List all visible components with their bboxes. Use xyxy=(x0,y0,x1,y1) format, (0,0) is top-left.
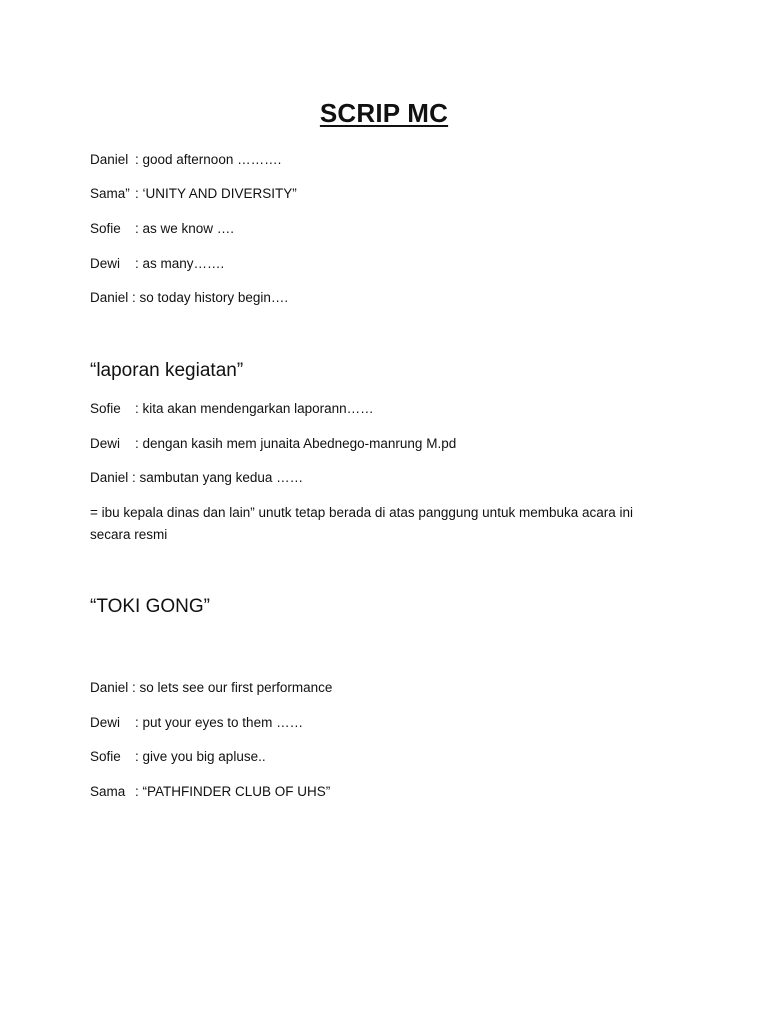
page-title: SCRIP MC xyxy=(319,98,449,128)
dialogue-text: : “PATHFINDER CLUB OF UHS” xyxy=(135,784,331,799)
section-heading-laporan: “laporan kegiatan” xyxy=(90,360,244,381)
speaker-name: Sofie xyxy=(90,749,121,764)
dialogue-text: : put your eyes to them …… xyxy=(135,715,304,730)
dialogue-text: : as many……. xyxy=(135,256,225,271)
script-line-sofie-1 xyxy=(90,220,234,238)
speaker-name: Sama xyxy=(90,784,126,799)
script-line-daniel-3 xyxy=(90,469,303,487)
speaker-name: Dewi xyxy=(90,715,121,730)
dialogue-text: : so lets see our first performance xyxy=(132,680,333,695)
speaker-name: Sofie xyxy=(90,401,121,416)
dialogue-text: : as we know …. xyxy=(135,221,235,236)
dialogue-text: : kita akan mendengarkan laporann…… xyxy=(135,401,374,416)
section-heading-toki-gong: “TOKI GONG” xyxy=(90,596,210,617)
script-line-daniel-1 xyxy=(90,151,281,169)
speaker-name: Dewi xyxy=(90,256,121,271)
script-line-sama-2 xyxy=(90,783,330,801)
script-line-sofie-3 xyxy=(90,748,266,766)
speaker-name: Daniel xyxy=(90,680,129,695)
dialogue-text: : ‘UNITY AND DIVERSITY” xyxy=(135,186,297,201)
script-line-dewi-2 xyxy=(90,435,456,453)
dialogue-text: : good afternoon ………. xyxy=(135,152,282,167)
script-line-daniel-4 xyxy=(90,679,332,697)
script-line-dewi-3 xyxy=(90,714,303,732)
dialogue-text: : dengan kasih mem junaita Abednego-manrung M.pd xyxy=(135,436,457,451)
speaker-name: Sama” xyxy=(90,186,130,201)
speaker-name: Daniel xyxy=(90,290,129,305)
script-line-sama-1 xyxy=(90,185,297,203)
speaker-name: Daniel xyxy=(90,470,129,485)
script-line-daniel-2 xyxy=(90,289,288,307)
speaker-name: Sofie xyxy=(90,221,121,236)
script-paragraph: = ibu kepala dinas dan lain” unutk tetap berada di atas panggung untuk membuka acara ini secara resmi xyxy=(90,505,633,542)
dialogue-text: : give you big apluse.. xyxy=(135,749,266,764)
dialogue-text: : so today history begin…. xyxy=(132,290,289,305)
dialogue-text: : sambutan yang kedua …… xyxy=(132,470,304,485)
script-line-dewi-1 xyxy=(90,255,224,273)
speaker-name: Daniel xyxy=(90,152,129,167)
speaker-name: Dewi xyxy=(90,436,121,451)
script-line-sofie-2 xyxy=(90,400,374,418)
